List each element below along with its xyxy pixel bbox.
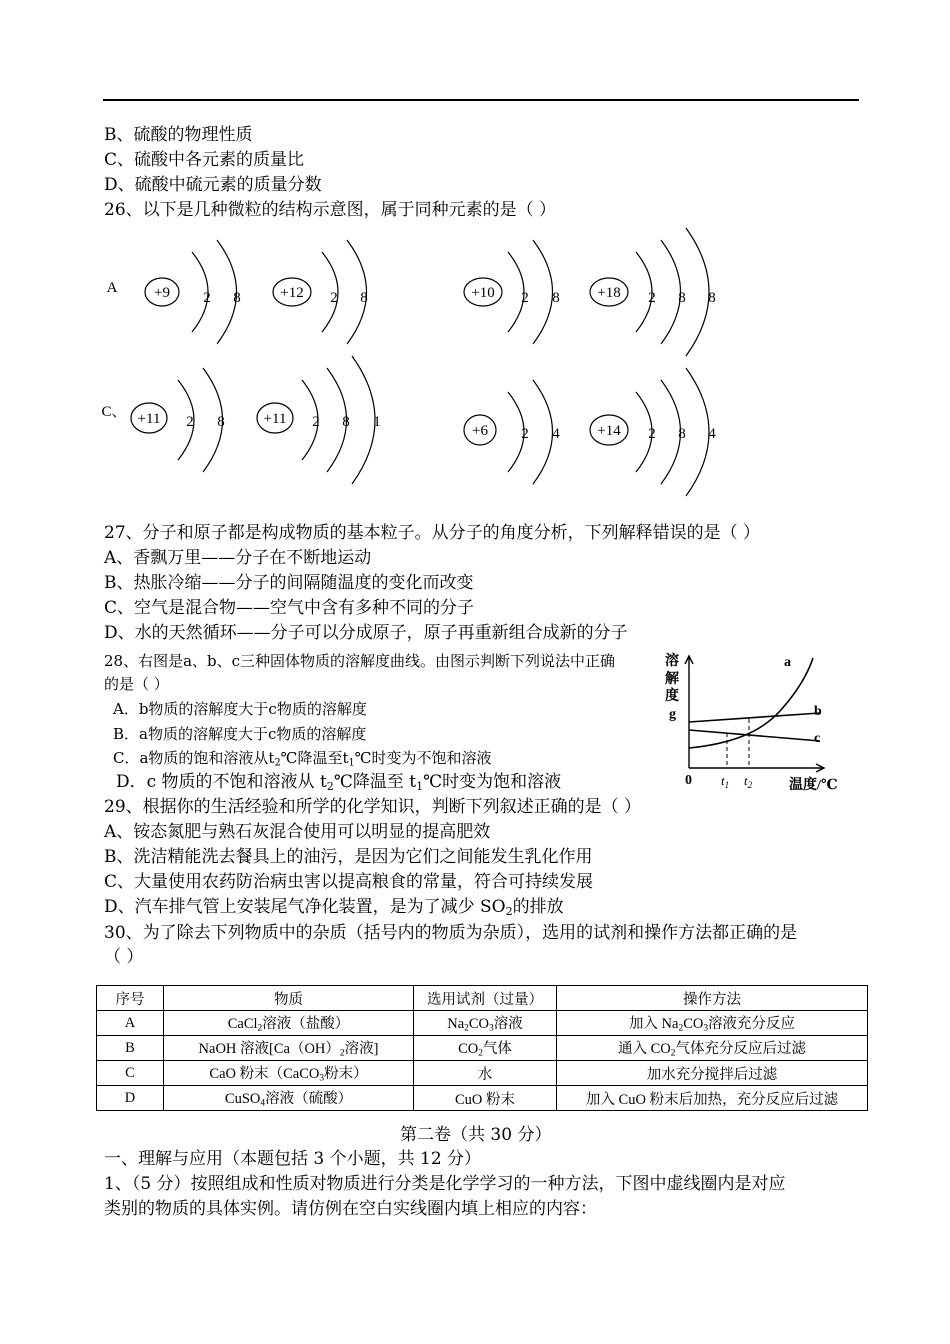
- section-heading: 一、理解与应用（本题包括 3 个小题，共 12 分）: [104, 1149, 482, 1169]
- ylabel-char-1: 溶: [665, 654, 679, 669]
- cell-method: 加水充分搅拌后过滤: [557, 1061, 868, 1086]
- series-label-a: a: [784, 655, 791, 670]
- q28-option-d: D．c 物质的不饱和溶液从 $t_2℃$降温至 $t_1℃$时变为饱和溶液: [116, 772, 562, 793]
- table-row: [97, 1061, 868, 1086]
- atom1-shell1: 2: [203, 290, 211, 306]
- label-a: A: [106, 280, 118, 296]
- cell-id: C: [97, 1061, 164, 1086]
- q29-option-b: B、洗洁精能洗去餐具上的油污，是因为它们之间能发生乳化作用: [104, 847, 593, 867]
- cell-substance: CaO 粉末（CaCO$_3$粉末）: [164, 1061, 414, 1086]
- q27-option-a: A、香飘万里——分子在不断地运动: [104, 548, 372, 568]
- x-axis-label: 温度/℃: [789, 778, 838, 793]
- atom6-shell3: 1: [373, 414, 381, 430]
- series-label-b: b: [814, 704, 822, 719]
- cell-substance: CuSO$_4$溶液（硫酸）: [164, 1086, 414, 1111]
- q1-line1: 1、（5 分）按照组成和性质对物质进行分类是化学学习的一种方法，下图中虚线圈内是对应: [104, 1174, 786, 1194]
- atom6-nucleus: +11: [263, 411, 287, 427]
- option-c: C、硫酸中各元素的质量比: [104, 150, 305, 170]
- atom5-shell1: 2: [186, 414, 194, 430]
- q27-option-b: B、热胀冷缩——分子的间隔随温度的变化而改变: [104, 573, 474, 593]
- q28-option-a: A．b物质的溶解度大于c物质的溶解度: [113, 700, 367, 718]
- header-cell: 选用试剂（过量）: [414, 986, 557, 1011]
- q29-option-a: A、铵态氮肥与熟石灰混合使用可以明显的提高肥效: [104, 822, 491, 842]
- q29-option-c: C、大量使用农药防治病虫害以提高粮食的常量，符合可持续发展: [104, 872, 594, 892]
- q28-stem-line2: 的是（ ）: [104, 675, 169, 693]
- cell-id: D: [97, 1086, 164, 1111]
- q30-stem-line2: （ ）: [104, 947, 144, 967]
- header-cell: 操作方法: [557, 986, 868, 1011]
- cell-reagent: CuO 粉末: [414, 1086, 557, 1111]
- atom7-nucleus: +6: [472, 423, 488, 439]
- atom4-shell3: 8: [708, 290, 716, 306]
- atom8-shell2: 8: [678, 426, 686, 442]
- header-cell: 序号: [97, 986, 164, 1011]
- atom4-shell1: 2: [648, 290, 656, 306]
- table-header-row: [97, 986, 868, 1011]
- q30-table: [96, 985, 868, 1111]
- cell-method: 加入 $Na_2CO_3$溶液充分反应: [557, 1011, 868, 1036]
- ylabel-char-3: 度: [665, 689, 679, 704]
- atom3-shell1: 2: [521, 290, 529, 306]
- cell-reagent: 水: [414, 1061, 557, 1086]
- cell-method: 通入 $CO_2$气体充分反应后过滤: [557, 1036, 868, 1061]
- atom8-shell1: 2: [648, 426, 656, 442]
- cell-id: B: [97, 1036, 164, 1061]
- table-row: [97, 1086, 868, 1111]
- header-cell: 物质: [164, 986, 414, 1011]
- atom3-shell2: 8: [552, 290, 560, 306]
- series-label-c: c: [814, 731, 821, 746]
- atom2-shell1: 2: [330, 290, 338, 306]
- atom4-shell2: 8: [678, 290, 686, 306]
- q26-stem: 26、以下是几种微粒的结构示意图，属于同种元素的是（ ）: [104, 200, 557, 220]
- cell-reagent: $CO_2$气体: [414, 1036, 557, 1061]
- part2-title: 第二卷（共 30 分）: [400, 1125, 552, 1145]
- cell-substance: CaCl$_2$溶液（盐酸）: [164, 1011, 414, 1036]
- q29-option-d: D、汽车排气管上安装尾气净化装置，是为了减少 $SO_2$的排放: [104, 897, 564, 918]
- atom1-shell2: 8: [233, 290, 241, 306]
- q1-line2: 类别的物质的具体实例。请仿例在空白实线圈内填上相应的内容：: [104, 1199, 597, 1219]
- atom5-nucleus: +11: [137, 411, 161, 427]
- cell-reagent: $Na_2CO_3$溶液: [414, 1011, 557, 1036]
- atom6-shell1: 2: [312, 414, 320, 430]
- cell-id: A: [97, 1011, 164, 1036]
- atom7-shell2: 4: [552, 426, 560, 442]
- ylabel-char-2: 解: [665, 672, 679, 687]
- option-b: B、硫酸的物理性质: [104, 125, 253, 145]
- atom8-nucleus: +14: [597, 423, 621, 439]
- tick-t1: $t_1$: [721, 773, 730, 790]
- q27-stem: 27、分子和原子都是构成物质的基本粒子。从分子的角度分析，下列解释错误的是（ ）: [104, 523, 761, 543]
- option-d: D、硫酸中硫元素的质量分数: [104, 175, 322, 195]
- q30-stem-line1: 30、为了除去下列物质中的杂质（括号内的物质为杂质），选用的试剂和操作方法都正确的是: [104, 923, 798, 943]
- label-c: C、: [101, 404, 127, 420]
- atom2-nucleus: +12: [280, 285, 304, 301]
- atom5-shell2: 8: [217, 414, 225, 430]
- atom6-shell2: 8: [342, 414, 350, 430]
- q29-stem: 29、根据你的生活经验和所学的化学知识，判断下列叙述正确的是（ ）: [104, 797, 642, 817]
- atom8-shell3: 4: [708, 426, 716, 442]
- atom2-shell2: 8: [360, 290, 368, 306]
- solubility-chart: [660, 648, 850, 798]
- table-row: [97, 1036, 868, 1061]
- q27-option-c: C、空气是混合物——空气中含有多种不同的分子: [104, 598, 475, 618]
- line-b: [689, 713, 820, 722]
- cell-method: 加入 CuO 粉末后加热，充分反应后过滤: [557, 1086, 868, 1111]
- q26-atom-diagrams: [0, 0, 950, 520]
- table-row: [97, 1011, 868, 1036]
- tick-t2: $t_2$: [744, 773, 753, 790]
- cell-substance: NaOH 溶液[$Ca(OH)_2$溶液]: [164, 1036, 414, 1061]
- line-c: [689, 730, 820, 741]
- atom1-nucleus: +9: [154, 285, 170, 301]
- q28-option-c: C．a物质的饱和溶液从$t_2℃$降温至$t_1℃$时变为不饱和溶液: [113, 749, 492, 769]
- origin-label: 0: [685, 773, 692, 788]
- q27-option-d: D、水的天然循环——分子可以分成原子，原子再重新组合成新的分子: [104, 623, 628, 643]
- ylabel-char-4: g: [669, 707, 676, 722]
- q28-stem-line1: 28、右图是a、b、c三种固体物质的溶解度曲线。由图示判断下列说法中正确: [104, 652, 616, 670]
- q28-option-b: B．a物质的溶解度大于c物质的溶解度: [113, 725, 367, 743]
- atom3-nucleus: +10: [471, 285, 495, 301]
- atom4-nucleus: +18: [597, 285, 621, 301]
- atom7-shell1: 2: [521, 426, 529, 442]
